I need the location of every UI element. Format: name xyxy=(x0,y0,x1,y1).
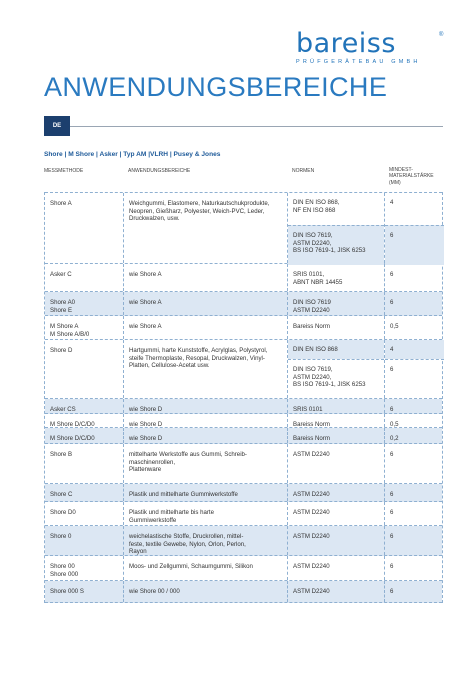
method-cell xyxy=(45,581,124,602)
thickness-cell xyxy=(385,581,444,602)
thickness-cell xyxy=(385,526,444,555)
method-cell xyxy=(45,264,124,291)
areas-text: Plastik und mittelharte Gummiwerkstoffe xyxy=(129,491,238,498)
thickness-cell xyxy=(385,399,444,413)
thickness-cell xyxy=(385,340,444,398)
method-text: Shore 0 xyxy=(50,533,72,540)
areas-text: wie Shore D xyxy=(129,435,163,442)
norms-text: ASTM D2240 xyxy=(293,491,330,498)
thickness-text: 6 xyxy=(390,406,394,413)
areas-text: wie Shore A xyxy=(129,271,162,278)
thickness-subcell xyxy=(385,340,444,359)
norms-text: ASTM D2240 xyxy=(293,509,330,516)
method-cell xyxy=(45,399,124,413)
method-cell xyxy=(45,444,124,483)
norms-text: SRIS 0101 xyxy=(293,406,323,413)
areas-cell xyxy=(124,193,288,263)
norms-cell xyxy=(288,444,385,483)
company-logo xyxy=(296,30,448,65)
norms-text: Bareiss Norm xyxy=(293,323,330,330)
applications-table xyxy=(44,192,443,603)
norms-text: Bareiss Norm xyxy=(293,421,330,428)
method-text: Shore 00 Shore 000 xyxy=(50,563,79,578)
areas-text: Hartgummi, harte Kunststoffe, Acrylglas, Polystyrol, steife Thermoplaste, Resopal, Druckwalzen, Vinyl-Platten, Cellulose-Acetat usw. xyxy=(129,347,268,370)
thickness-cell xyxy=(385,444,444,483)
areas-cell xyxy=(124,502,288,525)
areas-text: Moos- und Zellgummi, Schaumgummi, Silikon xyxy=(129,563,253,570)
areas-text: wie Shore A xyxy=(129,299,162,306)
column-header-areas: ANWENDUNGSBEREICHE xyxy=(128,168,191,174)
thickness-text: 6 xyxy=(390,271,394,278)
method-text: Shore D0 xyxy=(50,509,76,516)
norms-cell xyxy=(288,414,385,427)
table-row xyxy=(45,444,442,484)
norms-cell xyxy=(288,581,385,602)
method-text: Shore C xyxy=(50,491,73,498)
areas-cell xyxy=(124,340,288,398)
column-header-thickness: MINDEST- MATERIALSTÄRKE (MM) xyxy=(389,167,434,186)
table-row xyxy=(45,484,442,502)
areas-cell xyxy=(124,581,288,602)
norms-subcell xyxy=(288,359,384,399)
table-row xyxy=(45,192,442,264)
language-badge: DE xyxy=(44,116,70,136)
column-header-method: MESSMETHODE xyxy=(44,168,84,174)
method-text: M Shore A M Shore A/B/0 xyxy=(50,323,90,338)
norms-text: DIN ISO 7619 ASTM D2240 xyxy=(293,299,331,314)
table-row xyxy=(45,581,442,603)
method-cell xyxy=(45,316,124,339)
method-cell xyxy=(45,292,124,315)
thickness-text: 6 xyxy=(390,533,394,540)
areas-cell xyxy=(124,292,288,315)
areas-cell xyxy=(124,526,288,555)
norms-cell xyxy=(288,316,385,339)
method-cell xyxy=(45,428,124,443)
registered-mark: ® xyxy=(439,32,444,38)
areas-text: wie Shore 00 / 000 xyxy=(129,588,180,595)
norms-cell xyxy=(288,484,385,501)
logo-subtitle: PRÜFGERÄTEBAU GMBH xyxy=(296,59,421,65)
method-cell xyxy=(45,193,124,263)
norms-text: DIN ISO 7619, ASTM D2240, BS ISO 7619-1, JISK 6253 xyxy=(293,366,366,389)
header-divider xyxy=(70,126,443,127)
table-row xyxy=(45,340,442,399)
norms-text: ASTM D2240 xyxy=(293,588,330,595)
norms-subcell xyxy=(288,193,384,225)
areas-cell xyxy=(124,428,288,443)
method-cell xyxy=(45,414,124,427)
thickness-subcell xyxy=(385,193,444,225)
thickness-text: 6 xyxy=(390,451,394,458)
norms-subcell xyxy=(288,340,384,359)
table-row xyxy=(45,556,442,581)
thickness-text: 6 xyxy=(390,232,394,239)
thickness-cell xyxy=(385,292,444,315)
method-text: Asker C xyxy=(50,271,72,278)
method-cell xyxy=(45,484,124,501)
thickness-text: 6 xyxy=(390,299,394,306)
table-row xyxy=(45,526,442,556)
method-cell xyxy=(45,340,124,398)
areas-text: mittelharte Werkstoffe aus Gummi, Schreib- maschinenrollen, Plattenware xyxy=(129,451,247,474)
thickness-text: 6 xyxy=(390,563,394,570)
method-cell xyxy=(45,556,124,580)
thickness-cell xyxy=(385,428,444,443)
areas-text: Weichgummi, Elastomere, Naturkautschukprodukte, Neopren, Gießharz, Polyester, Weich-PVC, Leder, Druckwalzen, usw. xyxy=(129,200,270,223)
table-row xyxy=(45,428,442,444)
table-row xyxy=(45,264,442,292)
norms-cell xyxy=(288,502,385,525)
thickness-text: 0,5 xyxy=(390,421,399,428)
norms-cell xyxy=(288,193,385,263)
table-row xyxy=(45,316,442,340)
thickness-cell xyxy=(385,502,444,525)
method-text: Shore A xyxy=(50,200,72,207)
norms-text: ASTM D2240 xyxy=(293,451,330,458)
norms-text: ASTM D2240 xyxy=(293,563,330,570)
norms-text: ASTM D2240 xyxy=(293,533,330,540)
norms-cell xyxy=(288,399,385,413)
table-row xyxy=(45,502,442,526)
thickness-text: 6 xyxy=(390,588,394,595)
thickness-text: 0,5 xyxy=(390,323,399,330)
thickness-text: 4 xyxy=(390,346,394,353)
areas-text: wie Shore D xyxy=(129,406,163,413)
thickness-text: 6 xyxy=(390,491,394,498)
method-text: Asker CS xyxy=(50,406,76,413)
norms-text: DIN EN ISO 868, NF EN ISO 868 xyxy=(293,199,340,214)
norms-cell xyxy=(288,340,385,398)
method-text: M Shore D/C/D0 xyxy=(50,421,95,428)
areas-cell xyxy=(124,264,288,291)
thickness-subcell xyxy=(385,359,444,399)
method-text: Shore 000 S xyxy=(50,588,84,595)
method-cell xyxy=(45,526,124,555)
norms-text: Bareiss Norm xyxy=(293,435,330,442)
areas-text: Plastik und mittelharte bis harte Gummiwerkstoffe xyxy=(129,509,215,524)
areas-text: wie Shore A xyxy=(129,323,162,330)
method-text: M Shore D/C/D0 xyxy=(50,435,95,442)
norms-subcell xyxy=(288,225,384,265)
method-text: Shore A0 Shore E xyxy=(50,299,76,314)
thickness-text: 0,2 xyxy=(390,435,399,442)
thickness-cell xyxy=(385,264,444,291)
table-row xyxy=(45,399,442,414)
norms-cell xyxy=(288,428,385,443)
thickness-text: 6 xyxy=(390,509,394,516)
section-subtitle: Shore | M Shore | Asker | Typ AM |VLRH | Pusey & Jones xyxy=(44,151,221,158)
areas-text: weichelastische Stoffe, Druckrollen, mittel- feste, textile Gewebe, Nylon, Orlon, Perlon, Rayon xyxy=(129,533,246,556)
areas-cell xyxy=(124,399,288,413)
method-text: Shore D xyxy=(50,347,73,354)
norms-text: DIN ISO 7619, ASTM D2240, BS ISO 7619-1, JISK 6253 xyxy=(293,232,366,255)
thickness-subcell xyxy=(385,225,444,265)
areas-cell xyxy=(124,414,288,427)
norms-cell xyxy=(288,264,385,291)
logo-wordmark: bareiss xyxy=(296,28,396,59)
table-row xyxy=(45,414,442,428)
thickness-cell xyxy=(385,556,444,580)
areas-cell xyxy=(124,316,288,339)
areas-cell xyxy=(124,556,288,580)
page-title: ANWENDUNGSBEREICHE xyxy=(44,72,388,102)
thickness-text: 4 xyxy=(390,199,394,206)
areas-cell xyxy=(124,484,288,501)
column-header-norms: NORMEN xyxy=(292,168,315,174)
thickness-text: 6 xyxy=(390,366,394,373)
thickness-cell xyxy=(385,316,444,339)
thickness-cell xyxy=(385,414,444,427)
norms-cell xyxy=(288,556,385,580)
method-cell xyxy=(45,502,124,525)
thickness-cell xyxy=(385,193,444,263)
norms-text: DIN EN ISO 868 xyxy=(293,346,338,353)
norms-text: SRIS 0101, ABNT NBR 14455 xyxy=(293,271,343,286)
norms-cell xyxy=(288,292,385,315)
areas-cell xyxy=(124,444,288,483)
areas-text: wie Shore D xyxy=(129,421,163,428)
norms-cell xyxy=(288,526,385,555)
table-row xyxy=(45,292,442,316)
thickness-cell xyxy=(385,484,444,501)
method-text: Shore B xyxy=(50,451,73,458)
